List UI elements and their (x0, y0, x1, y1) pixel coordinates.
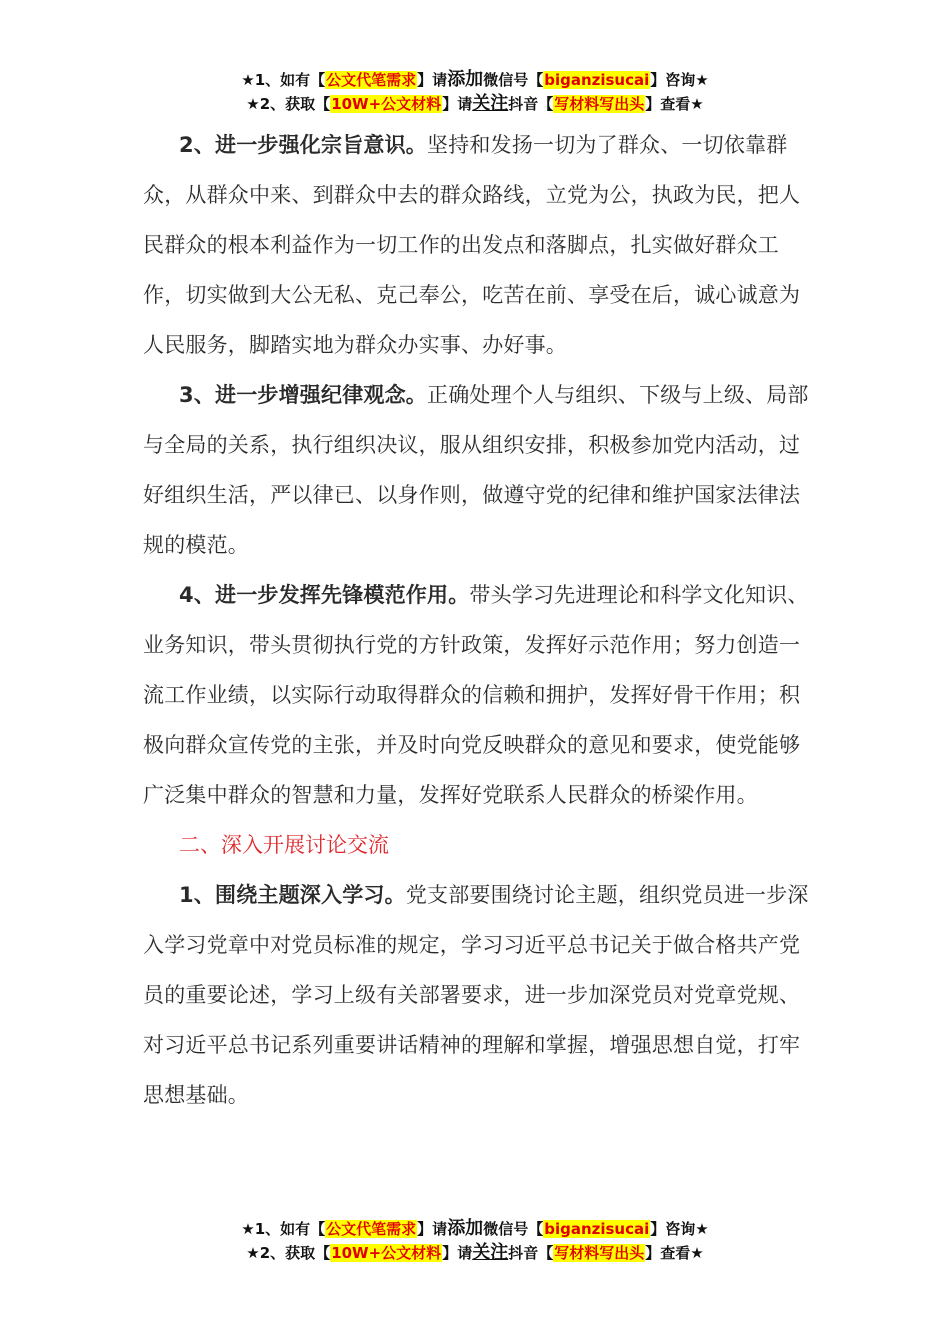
banner-emphasis: 添加 (447, 1218, 484, 1239)
banner-text: 抖音【 (508, 1244, 554, 1262)
banner-highlight: 写材料写出头 (554, 95, 645, 113)
banner-highlight: 写材料写出头 (554, 1244, 645, 1262)
banner-text: ★1、如有【 (241, 71, 326, 89)
header-banner (0, 68, 950, 116)
banner-emphasis: 添加 (447, 69, 484, 90)
section-heading: 二、深入开展讨论交流 (179, 833, 389, 857)
paragraph-discipline (143, 370, 813, 570)
paragraph-text: 正确处理个人与组织、下级与上级、局部与全局的关系，执行组织决议，服从组织安排，积极参加党内活动，过好组织生活，严以律已、以身作则，做遵守党的纪律和维护国家法律法规的模范。 (143, 383, 809, 557)
banner-text: 】查看★ (645, 1244, 704, 1262)
banner-line-1 (0, 1217, 950, 1241)
paragraph-text: 党支部要围绕讨论主题，组织党员进一步深入学习党章中对党员标准的规定，学习习近平总书记关于做合格共产党员的重要论述，学习上级有关部署要求，进一步加深党员对党章党规、对习近平总书记系列重要讲话精神的理解和掌握，增强思想自觉，打牢思想基础。 (143, 883, 809, 1107)
banner-text: 】查看★ (645, 95, 704, 113)
banner-emphasis: 关注 (472, 1242, 509, 1263)
banner-text: 】请 (417, 1220, 448, 1238)
footer-banner (0, 1217, 950, 1265)
banner-text: 微信号【 (483, 71, 544, 89)
banner-line-2 (0, 1241, 950, 1265)
banner-text: ★2、获取【 (246, 95, 331, 113)
paragraph-vanguard-role (143, 570, 813, 820)
banner-highlight: biganzisucai (544, 1220, 650, 1238)
paragraph-lead: 3、进一步增强纪律观念。 (179, 383, 428, 407)
paragraph-text: 坚持和发扬一切为了群众、一切依靠群众，从群众中来、到群众中去的群众路线，立党为公，执政为民，把人民群众的根本利益作为一切工作的出发点和落脚点，扎实做好群众工作，切实做到大公无私、克己奉公，吃苦在前、享受在后，诚心诚意为人民服务，脚踏实地为群众办实事、办好事。 (143, 133, 801, 357)
document-body (143, 120, 813, 1120)
banner-highlight: 10W+公文材料 (331, 95, 442, 113)
paragraph-text: 带头学习先进理论和科学文化知识、业务知识，带头贯彻执行党的方针政策，发挥好示范作用；努力创造一流工作业绩，以实际行动取得群众的信赖和拥护，发挥好骨干作用；积极向群众宣传党的主张，并及时向党反映群众的意见和要求，使党能够广泛集中群众的智慧和力量，发挥好党联系人民群众的桥梁作用。 (143, 583, 809, 807)
banner-highlight: biganzisucai (544, 71, 650, 89)
banner-text: ★1、如有【 (241, 1220, 326, 1238)
banner-text: 】咨询★ (650, 71, 709, 89)
banner-text: 】请 (442, 95, 473, 113)
paragraph-lead: 1、围绕主题深入学习。 (179, 883, 406, 907)
banner-line-1 (0, 68, 950, 92)
paragraph-study-theme (143, 870, 813, 1120)
paragraph-lead: 4、进一步发挥先锋模范作用。 (179, 583, 470, 607)
banner-highlight: 10W+公文材料 (331, 1244, 442, 1262)
banner-text: 抖音【 (508, 95, 554, 113)
paragraph-purpose-awareness (143, 120, 813, 370)
banner-text: 】请 (442, 1244, 473, 1262)
banner-text: 】咨询★ (650, 1220, 709, 1238)
banner-text: ★2、获取【 (246, 1244, 331, 1262)
banner-text: 】请 (417, 71, 448, 89)
banner-emphasis: 关注 (472, 93, 509, 114)
banner-highlight: 公文代笔需求 (326, 1220, 417, 1238)
banner-line-2 (0, 92, 950, 116)
banner-highlight: 公文代笔需求 (326, 71, 417, 89)
paragraph-lead: 2、进一步强化宗旨意识。 (179, 133, 428, 157)
banner-text: 微信号【 (483, 1220, 544, 1238)
